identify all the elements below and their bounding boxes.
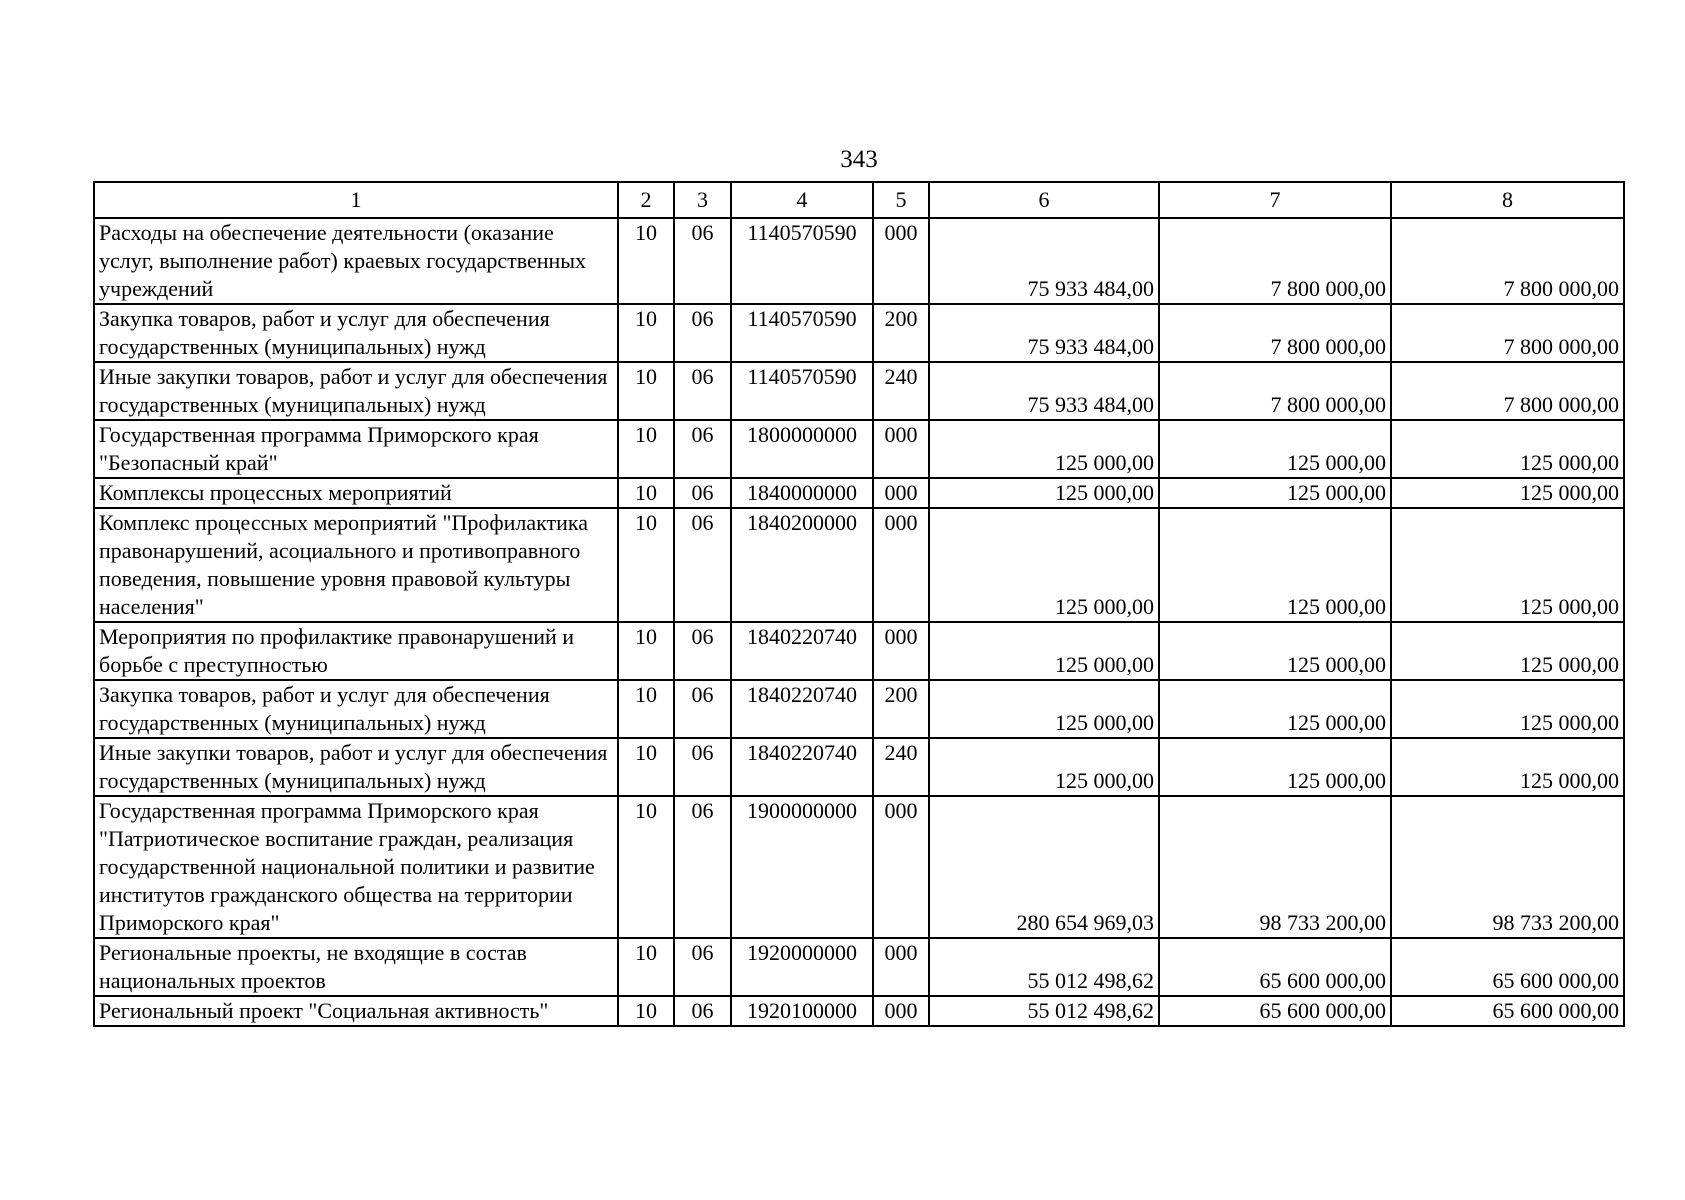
amount-col6-cell: 280 654 969,03 [929,796,1159,938]
target-article-cell: 1840000000 [731,478,873,508]
amount-col7-cell: 7 800 000,00 [1159,218,1391,304]
amount-col6-cell: 125 000,00 [929,508,1159,622]
target-article-cell: 1840220740 [731,680,873,738]
section-code-cell: 10 [618,622,674,680]
amount-col8-cell: 125 000,00 [1391,478,1624,508]
row-name-cell: Государственная программа Приморского края "Патриотическое воспитание граждан, реализация государственной национальной политики и развитие институтов гражданского общества на территории Приморского края" [94,796,618,938]
header-cell: 8 [1391,182,1624,218]
target-article-cell: 1140570590 [731,218,873,304]
row-name-cell: Региональный проект "Социальная активность" [94,996,618,1026]
table-row [94,304,1624,362]
header-cell: 1 [94,182,618,218]
amount-col7-cell: 7 800 000,00 [1159,304,1391,362]
subsection-code-cell: 06 [674,622,731,680]
section-code-cell: 10 [618,218,674,304]
target-article-cell: 1920000000 [731,938,873,996]
amount-col7-cell: 125 000,00 [1159,738,1391,796]
amount-col6-cell: 125 000,00 [929,622,1159,680]
section-code-cell: 10 [618,508,674,622]
subsection-code-cell: 06 [674,738,731,796]
subsection-code-cell: 06 [674,478,731,508]
amount-col8-cell: 125 000,00 [1391,680,1624,738]
header-row [94,182,1624,218]
amount-col6-cell: 75 933 484,00 [929,304,1159,362]
target-article-cell: 1920100000 [731,996,873,1026]
table-row [94,738,1624,796]
expense-type-cell: 000 [873,996,929,1026]
amount-col8-cell: 125 000,00 [1391,420,1624,478]
header-cell: 7 [1159,182,1391,218]
table-row [94,362,1624,420]
amount-col8-cell: 98 733 200,00 [1391,796,1624,938]
row-name-cell: Мероприятия по профилактике правонарушений и борьбе с преступностью [94,622,618,680]
table-row [94,622,1624,680]
target-article-cell: 1140570590 [731,304,873,362]
subsection-code-cell: 06 [674,996,731,1026]
amount-col6-cell: 55 012 498,62 [929,938,1159,996]
section-code-cell: 10 [618,478,674,508]
row-name-cell: Иные закупки товаров, работ и услуг для обеспечения государственных (муниципальных) нужд [94,362,618,420]
section-code-cell: 10 [618,996,674,1026]
header-cell: 5 [873,182,929,218]
target-article-cell: 1800000000 [731,420,873,478]
section-code-cell: 10 [618,680,674,738]
amount-col6-cell: 125 000,00 [929,738,1159,796]
subsection-code-cell: 06 [674,218,731,304]
expense-type-cell: 200 [873,680,929,738]
expense-type-cell: 200 [873,304,929,362]
amount-col7-cell: 65 600 000,00 [1159,996,1391,1026]
amount-col6-cell: 125 000,00 [929,680,1159,738]
target-article-cell: 1840200000 [731,508,873,622]
table-row [94,796,1624,938]
amount-col8-cell: 125 000,00 [1391,738,1624,796]
table-row [94,508,1624,622]
target-article-cell: 1900000000 [731,796,873,938]
amount-col6-cell: 55 012 498,62 [929,996,1159,1026]
amount-col7-cell: 125 000,00 [1159,478,1391,508]
target-article-cell: 1140570590 [731,362,873,420]
amount-col7-cell: 125 000,00 [1159,508,1391,622]
amount-col6-cell: 125 000,00 [929,478,1159,508]
row-name-cell: Иные закупки товаров, работ и услуг для обеспечения государственных (муниципальных) нужд [94,738,618,796]
amount-col7-cell: 7 800 000,00 [1159,362,1391,420]
amount-col6-cell: 75 933 484,00 [929,218,1159,304]
expense-type-cell: 000 [873,796,929,938]
section-code-cell: 10 [618,362,674,420]
amount-col8-cell: 7 800 000,00 [1391,304,1624,362]
amount-col8-cell: 125 000,00 [1391,508,1624,622]
page-number: 343 [840,146,878,173]
target-article-cell: 1840220740 [731,738,873,796]
row-name-cell: Расходы на обеспечение деятельности (оказание услуг, выполнение работ) краевых государственных учреждений [94,218,618,304]
section-code-cell: 10 [618,796,674,938]
row-name-cell: Закупка товаров, работ и услуг для обеспечения государственных (муниципальных) нужд [94,680,618,738]
expense-type-cell: 000 [873,478,929,508]
amount-col7-cell: 125 000,00 [1159,622,1391,680]
row-name-cell: Региональные проекты, не входящие в состав национальных проектов [94,938,618,996]
subsection-code-cell: 06 [674,508,731,622]
row-name-cell: Комплекс процессных мероприятий "Профилактика правонарушений, асоциального и противоправного поведения, повышение уровня правовой культуры населения" [94,508,618,622]
section-code-cell: 10 [618,420,674,478]
subsection-code-cell: 06 [674,304,731,362]
amount-col6-cell: 125 000,00 [929,420,1159,478]
amount-col8-cell: 7 800 000,00 [1391,218,1624,304]
header-cell: 2 [618,182,674,218]
expense-type-cell: 000 [873,508,929,622]
row-name-cell: Комплексы процессных мероприятий [94,478,618,508]
amount-col8-cell: 65 600 000,00 [1391,996,1624,1026]
row-name-cell: Закупка товаров, работ и услуг для обеспечения государственных (муниципальных) нужд [94,304,618,362]
row-name-cell: Государственная программа Приморского края "Безопасный край" [94,420,618,478]
section-code-cell: 10 [618,938,674,996]
header-cell: 3 [674,182,731,218]
expense-type-cell: 000 [873,218,929,304]
amount-col8-cell: 125 000,00 [1391,622,1624,680]
table-row [94,218,1624,304]
amount-col8-cell: 65 600 000,00 [1391,938,1624,996]
expense-type-cell: 000 [873,622,929,680]
amount-col8-cell: 7 800 000,00 [1391,362,1624,420]
budget-table [93,181,1625,1027]
header-cell: 6 [929,182,1159,218]
subsection-code-cell: 06 [674,938,731,996]
table-row [94,420,1624,478]
subsection-code-cell: 06 [674,420,731,478]
expense-type-cell: 000 [873,420,929,478]
table-row [94,478,1624,508]
amount-col7-cell: 98 733 200,00 [1159,796,1391,938]
subsection-code-cell: 06 [674,796,731,938]
amount-col7-cell: 125 000,00 [1159,680,1391,738]
table-row [94,680,1624,738]
table-row [94,938,1624,996]
section-code-cell: 10 [618,304,674,362]
expense-type-cell: 000 [873,938,929,996]
subsection-code-cell: 06 [674,362,731,420]
expense-type-cell: 240 [873,362,929,420]
amount-col6-cell: 75 933 484,00 [929,362,1159,420]
subsection-code-cell: 06 [674,680,731,738]
table-row [94,996,1624,1026]
amount-col7-cell: 65 600 000,00 [1159,938,1391,996]
section-code-cell: 10 [618,738,674,796]
header-cell: 4 [731,182,873,218]
expense-type-cell: 240 [873,738,929,796]
amount-col7-cell: 125 000,00 [1159,420,1391,478]
target-article-cell: 1840220740 [731,622,873,680]
